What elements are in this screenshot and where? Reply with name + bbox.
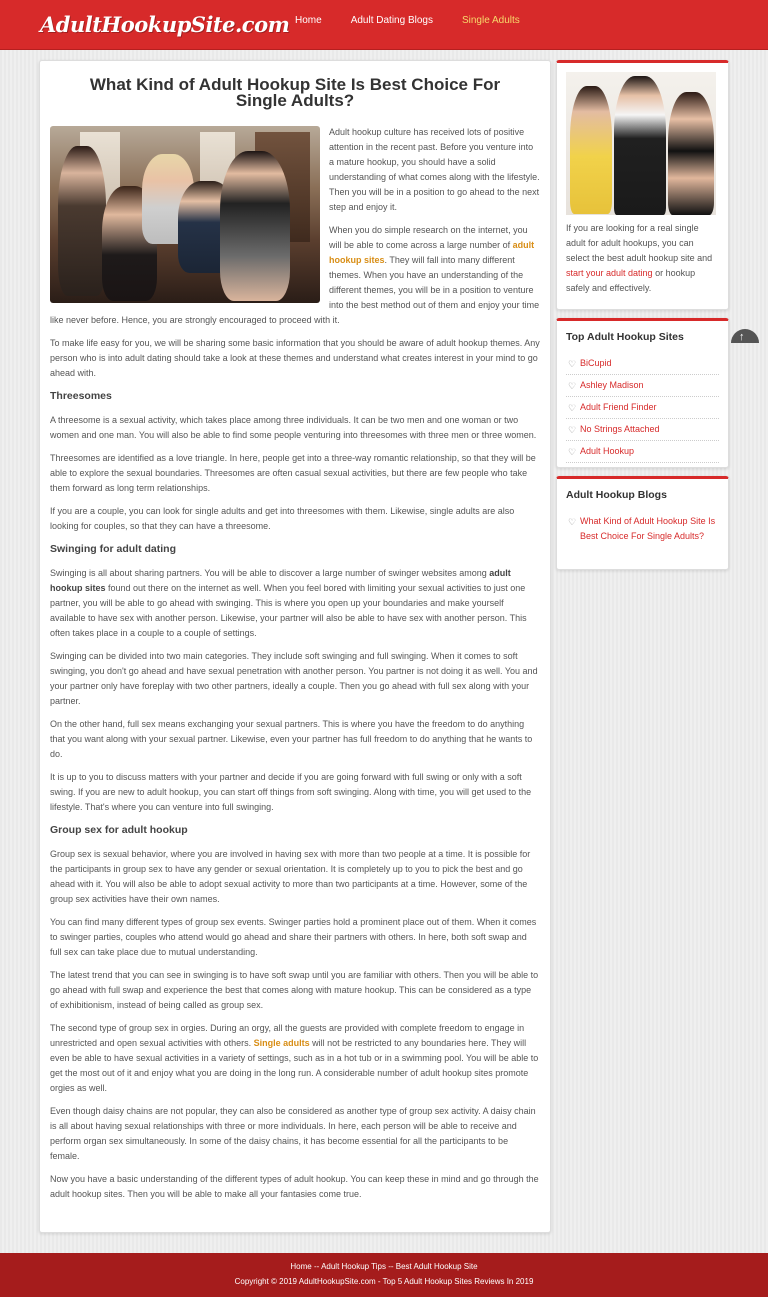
- paragraph: Swinging is all about sharing partners. You will be able to discover a large number of swinger websites among adult hookup sites found out there on the internet as well. When you feel bored with limiting your sexual activities to just one partner, you will be able to go ahead with swinging. This is where you open up your boundaries and make yourself available to have sex with another person. Likewise, your partner will also be able to have sex with another person. This often takes place in a couple to a couple of settings.: [50, 568, 527, 638]
- paragraph: The second type of group sex in orgies. During an orgy, all the guests are provided with complete freedom to engage in unrestricted and open sexual activities with others. Single adults will not be restricted to any boundaries here. They will even be able to have sexual activities in a variety of settings, such as in a hot tub or in a swimming pool. You will be able to get the most out of it and enjoy what you are doing in the long run. A considerable number of adult hookup sites promote orgies as well.: [50, 1023, 539, 1093]
- paragraph: The latest trend that you can see in swinging is to have soft swap until you are familiar with others. Then you will be able to go ahead with full swap and experience the best that comes along with mature hookup. This can be considered as a type of exhibitionism, instead of being called as group sex.: [50, 970, 539, 1010]
- section-heading-group-sex: Group sex for adult hookup: [50, 824, 188, 836]
- single-adults-link[interactable]: Single adults: [253, 1038, 310, 1048]
- adult-hookup-sites-link[interactable]: adult hookup sites: [329, 240, 535, 265]
- main-nav: [295, 15, 549, 26]
- top-sites-list: [566, 353, 719, 463]
- article-card: [39, 60, 551, 1233]
- footer-copyright: Copyright © 2019 AdultHookupSite.com - Top 5 Adult Hookup Sites Reviews In 2019: [234, 1277, 534, 1286]
- nav-adult-dating-blogs[interactable]: Adult Dating Blogs: [350, 15, 433, 26]
- scroll-to-top-button[interactable]: [731, 329, 759, 343]
- section-heading-threesomes: Threesomes: [50, 390, 112, 402]
- start-adult-dating-link[interactable]: start your adult dating: [566, 268, 653, 278]
- paragraph: Swinging can be divided into two main categories. They include soft swinging and full swinging. When it comes to soft swinging, you don't go ahead and have sexual penetration with another person. You partner is not doing it as well. You and your partner only have foreplay with two other partners, ideally a couple. Then you go ahead with full sex along with your partner.: [50, 651, 538, 706]
- list-item[interactable]: ♡ Ashley Madison: [566, 375, 719, 397]
- nav-single-adults[interactable]: Single Adults: [461, 15, 520, 26]
- sidebar-promo-widget: [556, 60, 729, 310]
- heart-icon: ♡: [568, 517, 577, 527]
- paragraph: Now you have a basic understanding of the different types of adult hookup. You can keep these in mind and go through the adult hookup sites. Then you will be able to make all your fantasies come true.: [50, 1174, 539, 1199]
- list-item[interactable]: ♡ BiCupid: [566, 353, 719, 375]
- top-sites-title: Top Adult Hookup Sites: [566, 331, 684, 343]
- blogs-list: [566, 511, 719, 548]
- paragraph: Threesomes are identified as a love triangle. In here, people get into a three-way romantic relationship, so that they will be able to explore the sexual boundaries. Threesomes are often casual sexual activities, but there are few people who take them forward as long term relationships.: [50, 453, 536, 493]
- paragraph: Even though daisy chains are not popular, they can also be considered as another type of group sex activity. A daisy chain is all about having sexual relationships with three or more individuals. In here, each person will be able to receive and perform organ sex simultaneously. In some of the daisy chains, it has become essential for all the participants to be female.: [50, 1106, 536, 1161]
- heart-icon: ♡: [568, 403, 577, 413]
- page-title: What Kind of Adult Hookup Site Is Best Choice For Single Adults?: [89, 75, 501, 110]
- promo-text: If you are looking for a real single adult for adult hookups, you can select the best adult hookup site and start your adult dating or hookup safely and effectively.: [566, 223, 713, 293]
- list-item[interactable]: ♡ Adult Hookup: [566, 441, 719, 463]
- paragraph: On the other hand, full sex means exchanging your sexual partners. This is where you have the freedom to do anything that you want along with your sexual partner. Likewise, even your partner has full freedom to do anything that he wants to do.: [50, 719, 533, 759]
- paragraph: It is up to you to discuss matters with your partner and decide if you are going forward with full swing or only with a soft swing. If you are new to adult hookup, you can start off things from soft swinging. Along with time, you will get used to the lifestyle. That's where you can venture into full swinging.: [50, 772, 532, 812]
- arrow-up-icon: ↑: [739, 331, 745, 343]
- blogs-widget: [556, 476, 729, 570]
- heart-icon: ♡: [568, 381, 577, 391]
- paragraph: Group sex is sexual behavior, where you are involved in having sex with more than two people at a time. It is possible for the participants in group sex to have any gender or sexual orientation. It is completely up to you to pick the best and go ahead with it. You will also be able to adopt sexual activity to more than two participants at a time. However, some of the group sex activities have their own names.: [50, 849, 531, 904]
- paragraph: When you do simple research on the internet, you will be able to come across a large number of adult hookup sites. They will fall into many different themes. When you have an understanding of the different themes, you will be in a position to venture into the best method out of them and enjoy your time like never before. Hence, you are strongly encouraged to proceed with it.: [50, 225, 540, 325]
- heart-icon: ♡: [568, 359, 577, 369]
- article-hero-image: [50, 126, 320, 303]
- paragraph: A threesome is a sexual activity, which takes place among three individuals. It can be two men and one woman or two women and one man. You will also be able to find some people venturing into threesomes with three men or three women.: [50, 415, 537, 440]
- list-item[interactable]: ♡ What Kind of Adult Hookup Site Is Best Choice For Single Adults?: [568, 516, 716, 541]
- article-body: [50, 125, 540, 1202]
- site-logo[interactable]: AdultHookupSite.com: [40, 12, 290, 37]
- promo-image: [566, 72, 716, 215]
- paragraph: Adult hookup culture has received lots of positive attention in the recent past. Before you venture into a mature hookup, you should have a solid understanding of what comes along with the lifestyle. Then you will be in a position to go ahead to the next step and enjoy it.: [329, 127, 540, 212]
- section-heading-swinging: Swinging for adult dating: [50, 543, 176, 555]
- nav-home[interactable]: Home: [295, 15, 322, 26]
- site-footer: [0, 1253, 768, 1297]
- list-item[interactable]: ♡ No Strings Attached: [566, 419, 719, 441]
- paragraph: If you are a couple, you can look for single adults and get into threesomes with them. Likewise, single adults are also looking for couples, so that they can have a threesome.: [50, 506, 515, 531]
- footer-links[interactable]: Home -- Adult Hookup Tips -- Best Adult Hookup Site: [290, 1262, 478, 1271]
- heart-icon: ♡: [568, 425, 577, 435]
- list-item[interactable]: ♡ Adult Friend Finder: [566, 397, 719, 419]
- heart-icon: ♡: [568, 447, 577, 457]
- paragraph: You can find many different types of group sex events. Swinger parties hold a prominent place out of them. When it comes to swinger parties, couples who attend would go ahead and share their partners with others. In here, both soft swap and full sex can take place due to mutual understanding.: [50, 917, 537, 957]
- top-sites-widget: [556, 318, 729, 468]
- site-header: [0, 0, 768, 50]
- blogs-title: Adult Hookup Blogs: [566, 489, 667, 501]
- paragraph: To make life easy for you, we will be sharing some basic information that you should be aware of adult hookup themes. Any person who is into adult dating should take a look at these themes and understand what creates interest in your mind to go ahead with.: [50, 338, 540, 378]
